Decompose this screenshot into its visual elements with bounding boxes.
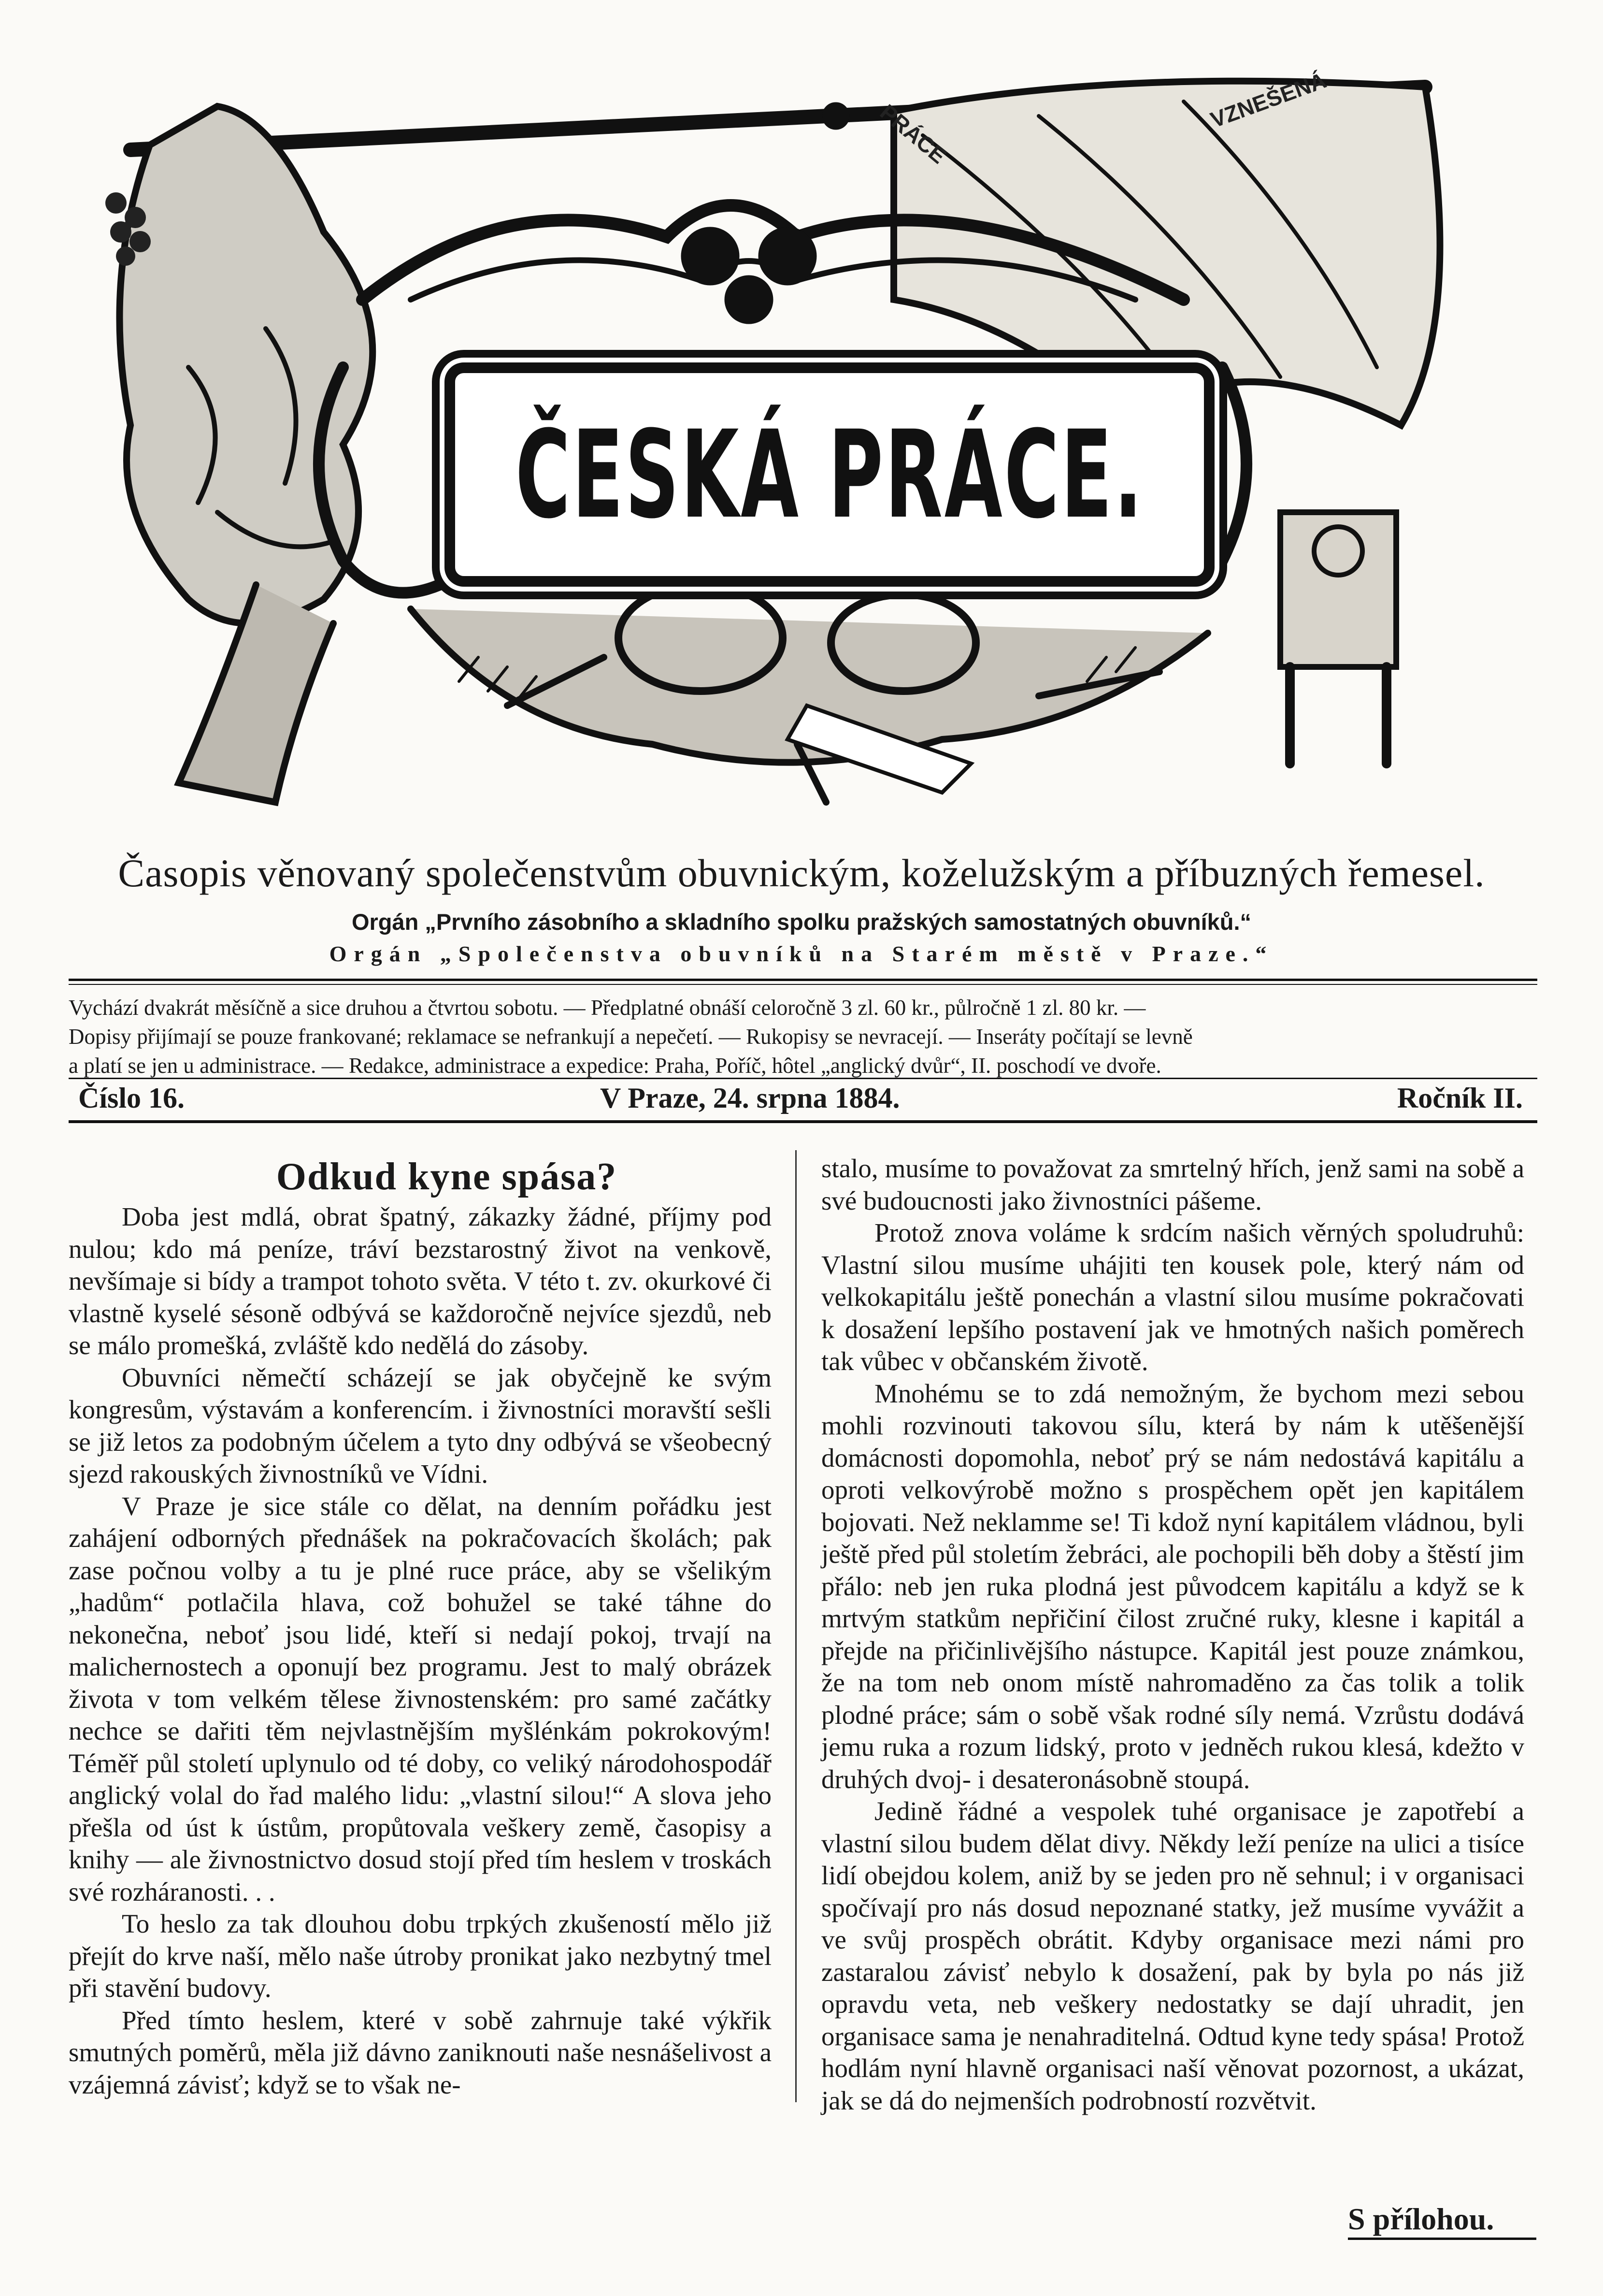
column-divider [795,1150,797,2102]
newspaper-title: ČESKÁ PRÁCE. [515,404,1144,545]
issue-place-date: V Praze, 24. srpna 1884. [600,1082,900,1114]
organ-line-2: Orgán „Společenstva obuvníků na Starém městě v Praze.“ [329,941,1274,966]
issue-rule-bottom [69,1120,1537,1123]
publication-info [69,993,1537,1080]
pubinfo-line-1: Vychází dvakrát měsíčně a sice druhou a čtvrtou sobotu. — Předplatné obnáší celoročně 3 zl. 60 kr., půlročně 1 zl. 80 kr. — [69,996,1146,1020]
banner-word-right: VZNEŠENÁ [1207,67,1330,133]
left-paragraph: Před tímto heslem, které v sobě zahrnuje také výkřik smutných poměrů, měla již dávno zaniknouti naše nesnášelivost a vzájemná závisť; když se to však ne- [69,2005,772,2099]
left-paragraph: V Praze je sice stále co dělat, na denním pořádku jest zahájení odborných přednášek na pokračovacích školách; pak zase počnou volby a tu je plné ruce práce, aby se všelikým „hadům“ potlačila hlava, což bohužel se také táhne do nekonečna, neboť jsou lidé, kteří si nedají pokoj, trvají na malichernostech a oponují bez programu. Jest to malý obrázek života v tom velkém tělese živnostenském: pro samé začátky nechce se dařiti těm nejvlastnějším myšlénkám pokrokovým! Téměř půl století uplynulo od té doby, co veliký národohospodář anglický volal do řad malého lidu: „vlastní silou!“ A slova jeho přešla od úst k ústům, propůtovala veškery země, časopisy a knihy — ale živnostnictvo dosud stojí před tím heslem v troskách své rozháranosti. . . [69,1491,772,1906]
header-rule-top-thin [69,984,1537,985]
article-title: Odkud kyne spása? [276,1155,617,1198]
right-paragraph: stalo, musíme to považovat za smrtelný hřích, jenž sami na sobě a své budoucnosti jako živnostníci pášeme. [821,1154,1524,1215]
right-paragraph: Protož znova voláme k srdcím našich věrných spoludruhů: Vlastní silou musíme uhájiti ten kousek pole, který nám od velkokapitálu ještě ponechán a vlastní silou musíme pokračovati k dosažení lepšího postavení jak ve hmotných našich poměrech tak vůbec v občanském životě. [821,1218,1524,1376]
pubinfo-line-3: a platí se jen u administrace. — Redakce, administrace a expedice: Praha, Poříč, hôtel „anglický dvůr“, II. poschodí ve dvoře. [69,1054,1161,1078]
right-paragraph: Jedině řádné a vespolek tuhé organisace je zapotřebí a vlastní silou budem dělat divy. Někdy leží peníze na ulici a tisíce lidí obejdou kolem, aniž by se jeden pro ně sehnul; i v organisaci spočívají pro nás dosud nepoznané statky, jež musíme vyvážit a ve svůj prospěch obrátit. Kdyby organisace mezi námi pro zastaralou závisť nebylo k dosažení, pak by byla po nás již opravdu veta, neb veškery nedostatky se dají uhradit, jen organisace sama je nenahraditelná. Odtud kyne tedy spása! Protož hodlám nyní hlavně organisaci naší věnovat pozornost, a ukázat, jak se dá do nejmenších podrobností rozvětvit. [821,1796,1524,2115]
issue-rule-top [69,1078,1537,1079]
supplement-note: S přílohou. [1348,2202,1494,2236]
left-paragraph: Doba jest mdlá, obrat špatný, zákazky žádné, příjmy pod nulou; kdo má peníze, tráví bezstarostný život na venkově, nevšímaje si bídy a trampot tohoto světa. V této t. zv. okurkové či vlastně kyselé sésoně odbývá se každoročně nejvíce sjezdů, neb se málo promešká, zvláště kdo nedělá do zásoby. [69,1202,772,1360]
column-right [821,1153,1524,2117]
right-paragraph: Mnohému se to zdá nemožným, že bychom mezi sebou mohli rozvinouti takovou sílu, která by nám k utěšenější domácnosti dopomohla, neboť prý se nám nedostává kapitálu a oproti velkovýrobě možno s prospěchem opět jen kapitálem bojovati. Než neklamme se! Ti kdož nyní kapitálem vládnou, byli ještě před půl stoletím žebráci, ale pochopili běh doby a štěstí jim přálo: neb jen ruka plodná jest původcem kapitálu a když se k mrtvým statkům nepřičiní čilost zručné ruky, klesne i kapitál a přejde na přičinlivějšího nástupce. Kapitál jest pouze známkou, že na tom neb onom místě nahromaděno za čas tolik a tolik plodné práce; sám o sobě však rodné síly nemá. Vzrůstu dodává jemu ruka a rozum lidský, proto v jedněch rukou klesá, kdežto v druhých dvoj- i desateronásobně stoupá. [821,1378,1524,1794]
supplement-rule [1348,2238,1536,2240]
organ-line-1: Orgán „Prvního zásobního a skladního spolku pražských samostatných obuvníků.“ [351,909,1252,935]
header-rule-top [69,979,1537,981]
issue-bar [69,1082,1537,1120]
title-plate [444,362,1215,587]
pubinfo-line-2: Dopisy přijímají se pouze frankované; reklamace se nefrankují a nepečetí. — Rukopisy se nevracejí. — Inseráty počítají se levně [69,1025,1193,1049]
banner-word-left: PRÁCE [875,99,951,169]
newspaper-subtitle: Časopis věnovaný společenstvům obuvnickým, koželužským a příbuzných řemesel. [118,851,1485,895]
masthead-illustration [72,29,1522,831]
left-paragraph: Obuvníci němečtí scházejí se jak obyčejně ke svým kongresům, výstavám a konferencím. i živnostníci moravští sešli se již letos za podobným účelem a tyto dny odbývá se všeobecný sjezd rakouských živnostníků ve Vídni. [69,1362,772,1488]
issue-volume: Ročník II. [1397,1082,1523,1114]
column-left [69,1153,772,2101]
issue-number: Číslo 16. [78,1082,185,1114]
left-paragraph: To heslo za tak dlouhou dobu trpkých zkušeností mělo již přejít do krve naší, mělo naše útroby pronikat jako nezbytný tmel při stavění budovy. [69,1909,772,2003]
